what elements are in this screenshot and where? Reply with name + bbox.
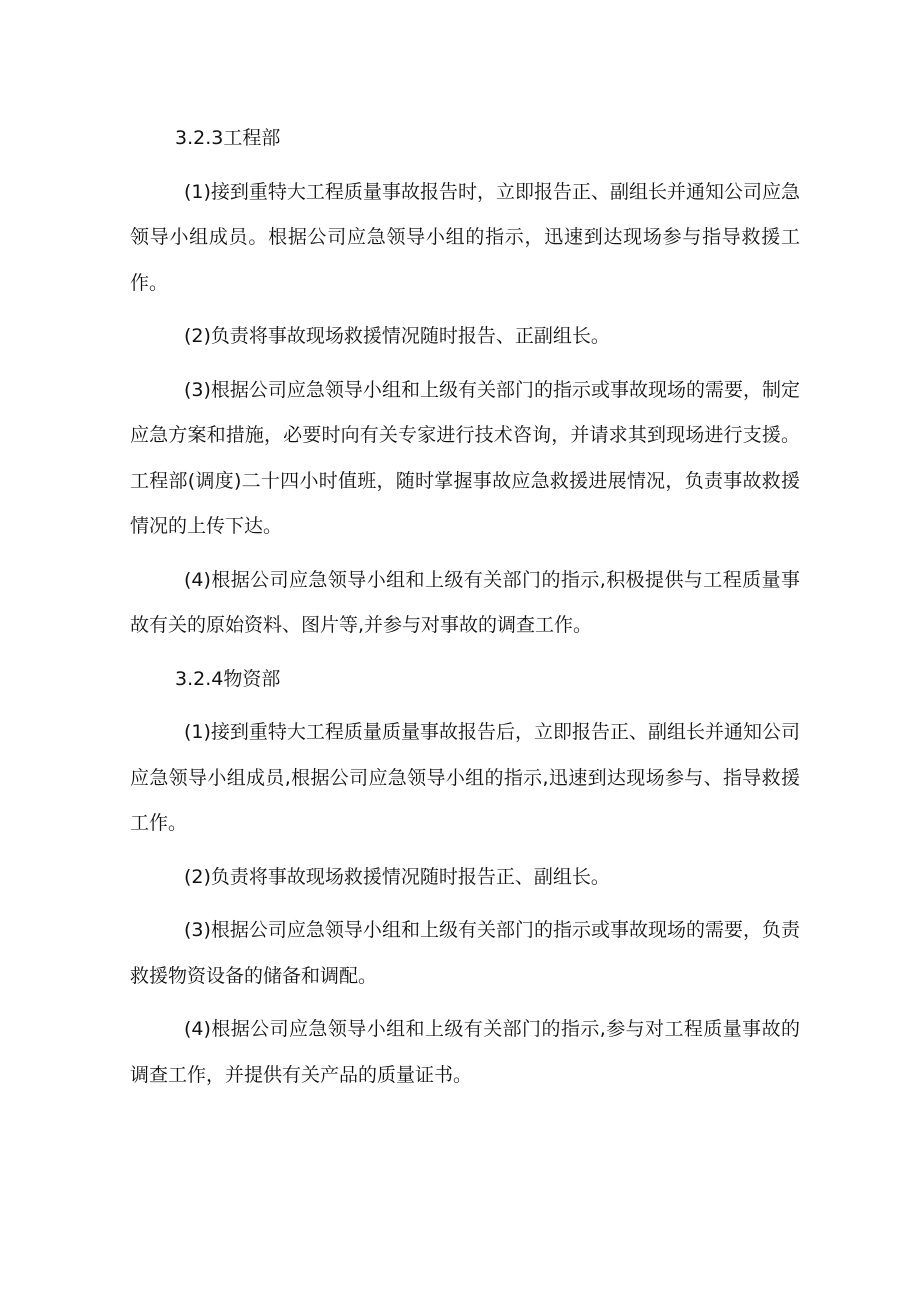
paragraph: (2)负责将事故现场救援情况随时报告、正副组长。 xyxy=(184,325,610,347)
document-body xyxy=(130,116,800,1106)
paragraph: (3)根据公司应急领导小组和上级有关部门的指示或事故现场的需要，负责救援物资设备的储备和调配。 xyxy=(130,919,800,987)
section-heading: 3.2.3工程部 xyxy=(175,127,281,149)
paragraph: (2)负责将事故现场救援情况随时报告正、副组长。 xyxy=(184,865,610,888)
paragraph: (1)接到重特大工程质量事故报告时，立即报告正、副组长并通知公司应急领导小组成员。根据公司应急领导小组的指示，迅速到达现场参与指导救援工作。 xyxy=(130,180,800,294)
paragraph: (4)根据公司应急领导小组和上级有关部门的指示,参与对工程质量事故的调查工作，并提供有关产品的质量证书。 xyxy=(130,1018,800,1086)
section-heading: 3.2.4物资部 xyxy=(175,667,281,690)
paragraph: (3)根据公司应急领导小组和上级有关部门的指示或事故现场的需要，制定应急方案和措施，必要时向有关专家进行技术咨询，并请求其到现场进行支援。工程部(调度)二十四小时值班，随时掌握事故应急救援进展情况，负责事故救援情况的上传下达。 xyxy=(130,378,800,537)
paragraph: (1)接到重特大工程质量质量事故报告后，立即报告正、副组长并通知公司应急领导小组成员,根据公司应急领导小组的指示,迅速到达现场参与、指导救援工作。 xyxy=(130,721,800,834)
section-engineering-dept xyxy=(130,116,800,649)
section-materials-dept xyxy=(130,657,800,1099)
paragraph: (4)根据公司应急领导小组和上级有关部门的指示,积极提供与工程质量事故有关的原始资料、图片等,并参与对事故的调查工作。 xyxy=(130,568,800,636)
